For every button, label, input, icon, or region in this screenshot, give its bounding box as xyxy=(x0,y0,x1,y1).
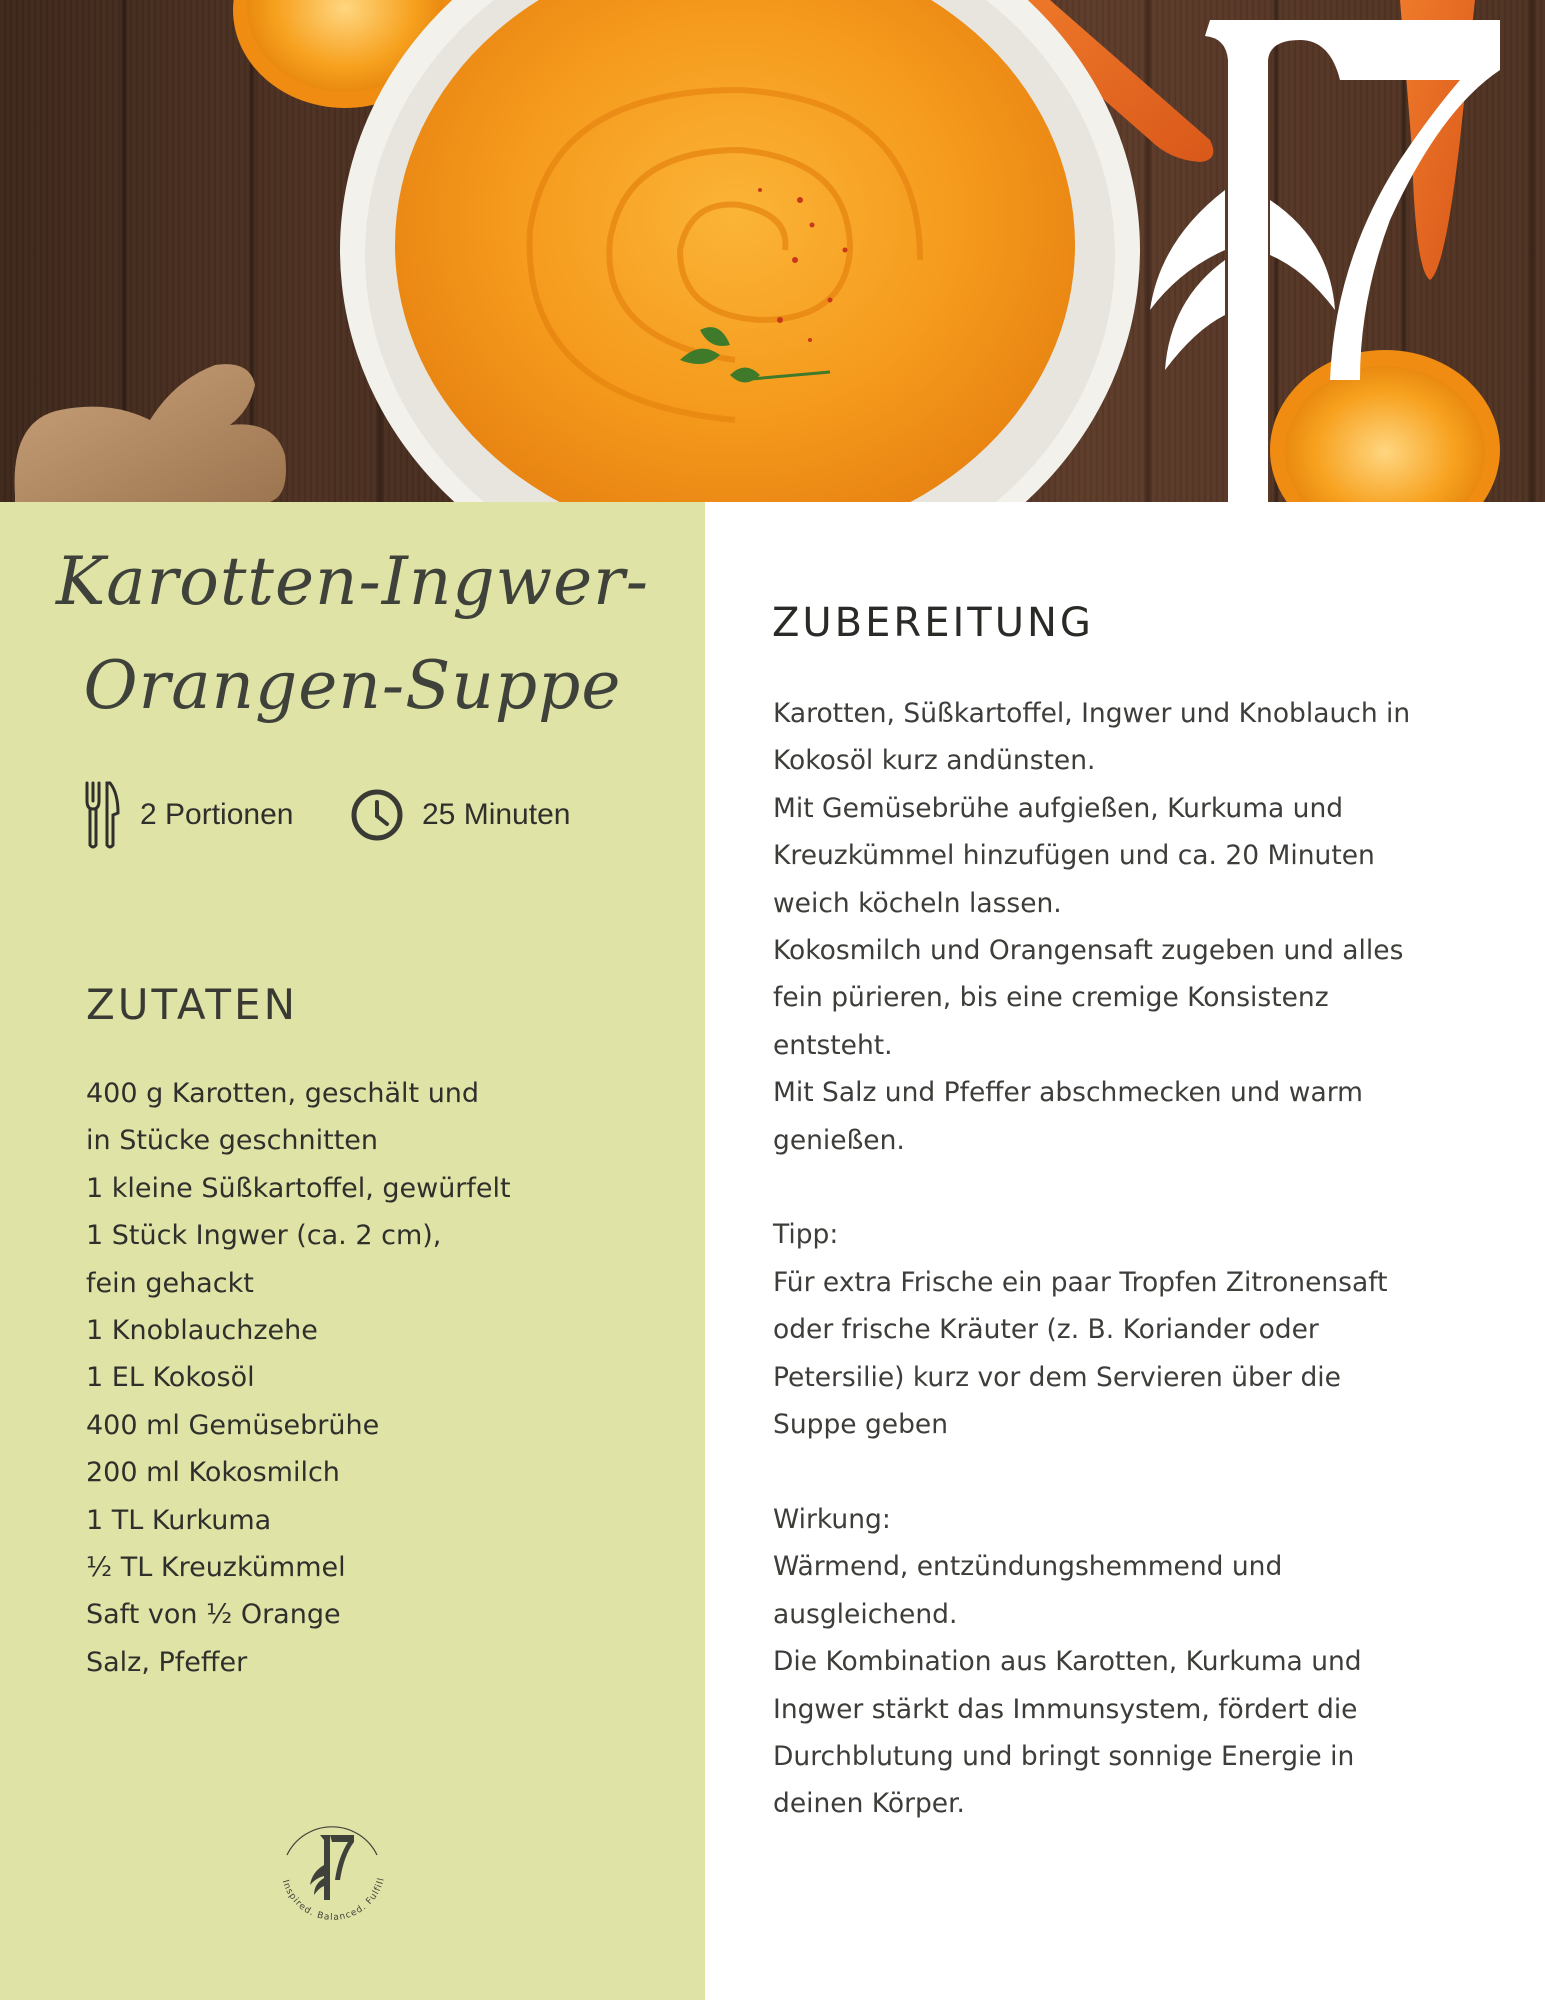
effect-label: Wirkung: xyxy=(773,1503,891,1535)
brand-seal-icon xyxy=(262,1800,402,1940)
tip-label: Tipp: xyxy=(773,1219,839,1251)
cutlery-icon xyxy=(82,779,122,851)
ingredient-line: fein gehackt xyxy=(86,1267,254,1299)
preparation-line: Kokosmilch und Orangensaft zugeben und alles xyxy=(773,935,1404,967)
ingredient-line: 1 Knoblauchzehe xyxy=(86,1315,318,1347)
portions-text: 2 Portionen xyxy=(140,798,294,831)
effect-line: Die Kombination aus Karotten, Kurkuma und xyxy=(773,1646,1362,1678)
recipe-title-line-1: Karotten-Ingwer- xyxy=(55,543,650,620)
preparation-line: Mit Gemüsebrühe aufgießen, Kurkuma und xyxy=(773,792,1344,824)
effect-line: Wärmend, entzündungshemmend und xyxy=(773,1551,1283,1583)
ingredient-line: 1 EL Kokosöl xyxy=(86,1362,255,1394)
tip-line: Petersilie) kurz vor dem Servieren über die xyxy=(773,1361,1341,1393)
ingredient-line: 1 Stück Ingwer (ca. 2 cm), xyxy=(86,1220,442,1252)
preparation-heading: ZUBEREITUNG xyxy=(772,600,1094,646)
soup xyxy=(395,0,1075,502)
preparation-line: Kreuzkümmel hinzufügen und ca. 20 Minuten xyxy=(773,840,1375,872)
hero-photo xyxy=(0,0,1545,502)
effect-line: ausgleichend. xyxy=(773,1598,958,1630)
tip-line: Suppe geben xyxy=(773,1409,949,1441)
effect-line: Ingwer stärkt das Immunsystem, fördert die xyxy=(773,1693,1358,1725)
preparation-line: fein pürieren, bis eine cremige Konsistenz xyxy=(773,982,1329,1014)
footer-logo xyxy=(262,1800,402,1940)
ingredient-line: Saft von ½ Orange xyxy=(86,1599,341,1631)
ingredient-line: 200 ml Kokosmilch xyxy=(86,1457,340,1489)
time-text: 25 Minuten xyxy=(422,798,571,831)
ingredient-line: in Stücke geschnitten xyxy=(86,1125,379,1157)
ingredient-line: 400 g Karotten, geschält und xyxy=(86,1078,480,1109)
tip-line: oder frische Kräuter (z. B. Koriander oder xyxy=(773,1314,1319,1346)
ingredients-list xyxy=(86,1070,511,1686)
tip-line: Für extra Frische ein paar Tropfen Zitronensaft xyxy=(773,1266,1388,1298)
preparation-line: weich köcheln lassen. xyxy=(773,887,1062,919)
preparation-text xyxy=(773,690,1473,1828)
ingredient-line: 1 kleine Süßkartoffel, gewürfelt xyxy=(86,1172,511,1204)
portions-info xyxy=(82,780,293,850)
ingredients-heading: ZUTATEN xyxy=(86,980,298,1029)
recipe-title xyxy=(20,530,685,738)
ingredient-line: ½ TL Kreuzkümmel xyxy=(86,1552,346,1584)
preparation-line: Karotten, Süßkartoffel, Ingwer und Knoblauch in xyxy=(773,698,1411,729)
time-info xyxy=(350,780,570,850)
effect-line: Durchblutung und bringt sonnige Energie in xyxy=(773,1740,1355,1772)
spacer xyxy=(773,1164,1473,1211)
preparation-line: Mit Salz und Pfeffer abschmecken und warm xyxy=(773,1077,1363,1109)
preparation-line: genießen. xyxy=(773,1124,905,1156)
preparation-line: entsteht. xyxy=(773,1029,893,1061)
ingredient-line: Salz, Pfeffer xyxy=(86,1646,248,1678)
ingredient-line: 400 ml Gemüsebrühe xyxy=(86,1409,380,1441)
recipe-title-line-2: Orangen-Suppe xyxy=(83,647,622,724)
clock-icon xyxy=(350,788,404,842)
seal-tagline: Inspired. Balanced. Fulfill xyxy=(279,1876,387,1923)
spacer xyxy=(773,1448,1473,1495)
effect-line: deinen Körper. xyxy=(773,1788,965,1820)
carrot-soup-photo xyxy=(0,0,1545,502)
ingredient-line: 1 TL Kurkuma xyxy=(86,1504,272,1536)
preparation-line: Kokosöl kurz andünsten. xyxy=(773,745,1096,777)
ginger-root xyxy=(15,364,286,502)
